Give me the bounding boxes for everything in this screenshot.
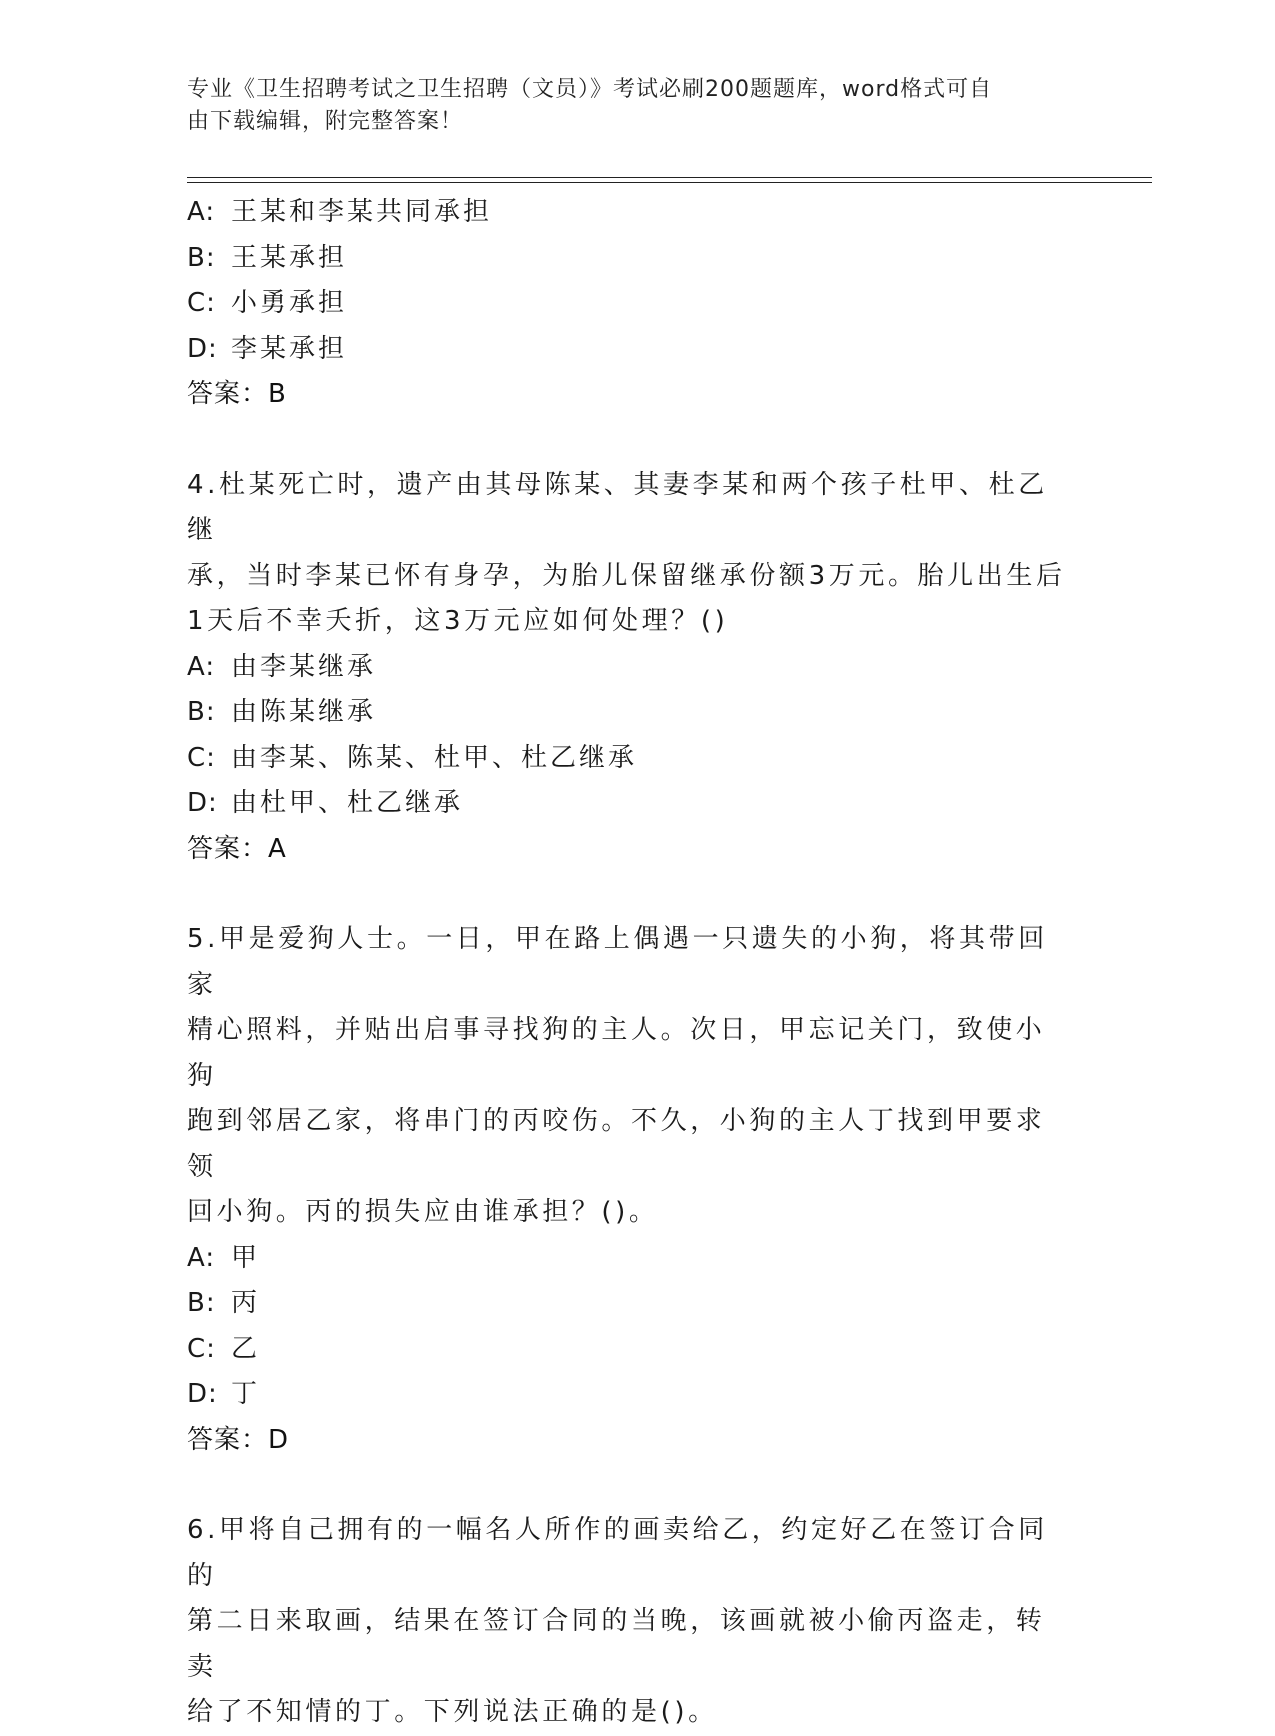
header-line-1: 专业《卫生招聘考试之卫生招聘（文员）》考试必刷200题题库，word格式可自 <box>187 77 993 102</box>
option-key: C: <box>187 1333 216 1364</box>
option-key: A: <box>187 1242 216 1273</box>
option-text: 由杜甲、杜乙继承 <box>231 788 464 818</box>
option-d <box>187 1372 1067 1418</box>
question-3-continued <box>187 190 1067 418</box>
option-text: 由李某继承 <box>231 651 377 682</box>
option-key: D: <box>187 788 218 818</box>
option-text: 由陈某继承 <box>231 697 377 727</box>
spacer <box>187 872 1067 917</box>
question-text-line: 回小狗。丙的损失应由谁承担？()。 <box>187 1197 659 1227</box>
header-divider-top <box>187 177 1152 178</box>
question-text-line: 第二日来取画，结果在签订合同的当晚，该画就被小偷丙盗走，转卖 <box>187 1606 1046 1682</box>
option-text: 王某和李某共同承担 <box>231 197 493 227</box>
question-5 <box>187 917 1067 1463</box>
option-b <box>187 236 1067 282</box>
question-6 <box>187 1508 1067 1736</box>
question-text-line: 给了不知情的丁。下列说法正确的是()。 <box>187 1697 718 1727</box>
option-key: D: <box>187 333 218 364</box>
option-key: C: <box>187 288 216 318</box>
option-text: 丙 <box>231 1288 261 1318</box>
option-key: B: <box>187 1288 216 1318</box>
option-c <box>187 1327 1067 1373</box>
option-a <box>187 645 1067 691</box>
option-b <box>187 690 1067 736</box>
option-a <box>187 190 1067 236</box>
question-4 <box>187 463 1067 873</box>
option-b <box>187 1281 1067 1327</box>
option-key: A: <box>187 197 216 227</box>
answer-line: 答案：A <box>187 833 287 864</box>
document-body <box>187 190 1067 1736</box>
answer-line: 答案：B <box>187 379 287 409</box>
option-key: B: <box>187 697 216 727</box>
question-text-line: 跑到邻居乙家，将串门的丙咬伤。不久，小狗的主人丁找到甲要求领 <box>187 1106 1046 1182</box>
header-line-2: 由下载编辑，附完整答案！ <box>187 109 464 134</box>
question-text-line: 承，当时李某已怀有身孕，为胎儿保留继承份额3万元。胎儿出生后 <box>187 560 1066 591</box>
spacer <box>187 418 1067 463</box>
option-text: 小勇承担 <box>231 288 348 318</box>
option-text: 由李某、陈某、杜甲、杜乙继承 <box>231 742 638 773</box>
document-header <box>187 74 1067 138</box>
option-c <box>187 736 1067 782</box>
header-divider-bottom <box>187 182 1152 183</box>
option-c <box>187 281 1067 327</box>
question-text-line: 5.甲是爱狗人士。一日，甲在路上偶遇一只遗失的小狗，将其带回家 <box>187 924 1048 1000</box>
option-text: 王某承担 <box>231 242 348 273</box>
option-text: 丁 <box>231 1379 261 1409</box>
question-text-line: 6.甲将自己拥有的一幅名人所作的画卖给乙，约定好乙在签订合同的 <box>187 1515 1048 1591</box>
option-d <box>187 781 1067 827</box>
question-text-line: 1天后不幸夭折，这3万元应如何处理？() <box>187 606 729 636</box>
option-text: 甲 <box>231 1242 261 1273</box>
option-d <box>187 327 1067 373</box>
spacer <box>187 1463 1067 1508</box>
answer-line: 答案：D <box>187 1424 290 1455</box>
option-text: 乙 <box>231 1333 261 1364</box>
option-key: A: <box>187 651 216 682</box>
option-a <box>187 1236 1067 1282</box>
option-key: B: <box>187 242 216 273</box>
option-key: D: <box>187 1379 218 1409</box>
option-key: C: <box>187 742 216 773</box>
option-text: 李某承担 <box>231 333 348 364</box>
question-text-line: 4.杜某死亡时，遗产由其母陈某、其妻李某和两个孩子杜甲、杜乙继 <box>187 469 1048 545</box>
question-text-line: 精心照料，并贴出启事寻找狗的主人。次日，甲忘记关门，致使小狗 <box>187 1015 1046 1091</box>
